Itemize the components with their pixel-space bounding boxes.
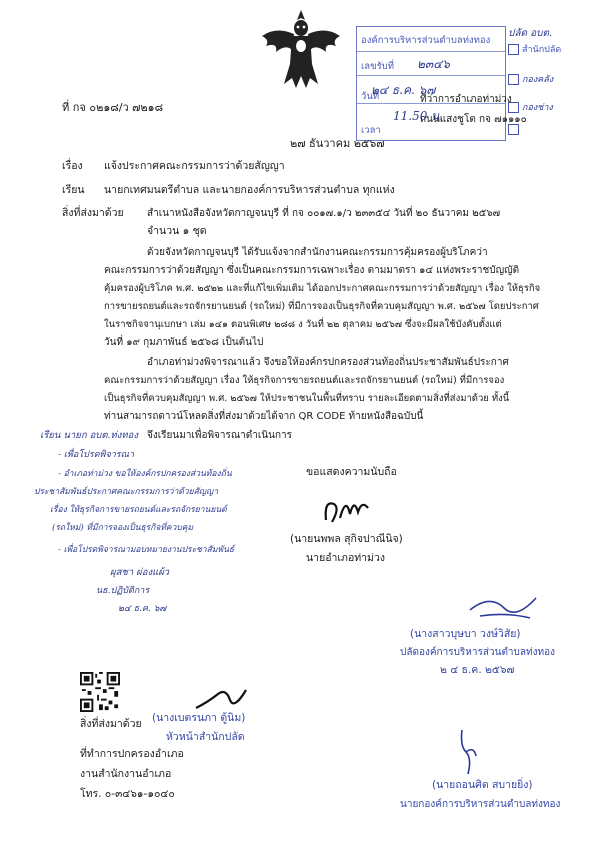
routing-item: สำนักปลัด (508, 42, 561, 56)
mayor-name: (นายถอนศิต สบายยิ่ง) (432, 779, 533, 791)
checkbox-icon (508, 102, 519, 113)
deputy-signature (460, 590, 550, 624)
regards-text: ขอแสดงความนับถือ (306, 466, 397, 478)
para2-line: คณะกรรมการว่าด้วยสัญญา เรื่อง ให้ธุรกิจการขายรถยนต์และรถจักรยานยนต์ (รถใหม่) ที่มีการจอง (104, 375, 505, 386)
note-line: - อำเภอท่าม่วง ขอให้องค์กรปกครองส่วนท้องถิ่น (58, 469, 232, 479)
para2-line: อำเภอท่าม่วงพิจารณาแล้ว จึงขอให้องค์กรปกครองส่วนท้องถิ่นประชาสัมพันธ์ประกาศ (147, 357, 509, 368)
routing-item: กองช่าง (508, 100, 553, 114)
receive-no-value: ๒๓๔๖ (417, 57, 450, 71)
signer-name: (นายนพพล สุกิจปาณีนิจ) (290, 533, 403, 545)
closing-line: จึงเรียนมาเพื่อพิจารณาดำเนินการ (147, 430, 293, 441)
mayor-signature (450, 726, 490, 778)
note-line: - เพื่อโปรดพิจารณา (58, 450, 135, 460)
qr-code[interactable] (80, 672, 120, 712)
footer-section: งานสำนักงานอำเภอ (80, 768, 172, 780)
routing-box (508, 26, 588, 139)
note-line: (รถใหม่) ที่มีการจองเป็นธุรกิจที่ควบคุม (52, 523, 194, 533)
checkbox-icon (508, 74, 519, 85)
district-chief-signature (320, 490, 380, 530)
to-label: เรียน (62, 184, 85, 196)
para1-line: ด้วยจังหวัดกาญจนบุรี ได้รับแจ้งจากสำนักงานคณะกรรมการคุ้มครองผู้บริโภคว่า (147, 247, 488, 258)
para1-line: การขายรถยนต์และรถจักรยานยนต์ (รถใหม่) ที่มีการจองเป็นธุรกิจที่ควบคุมสัญญา พ.ศ. ๒๕๖๗ โดยประกาศ (104, 301, 539, 312)
receive-date-label: วันที่ (361, 91, 380, 102)
receive-no-label: เลขรับที่ (361, 61, 394, 72)
checkbox-icon (508, 44, 519, 55)
footer-attachment-label: สิ่งที่ส่งมาด้วย (80, 718, 142, 730)
footer-office: ที่ทำการปกครองอำเภอ (80, 748, 184, 760)
clerk-date: ๒๔ ธ.ค. ๖๗ (118, 604, 167, 614)
para2-line: ท่านสามารถดาวน์โหลดสิ่งที่ส่งมาด้วยได้จาก QR CODE ท้ายหนังสือฉบับนี้ (104, 411, 424, 422)
note-line: - เพื่อโปรดพิจารณามอบหมายงานประชาสัมพันธ์ (58, 545, 235, 555)
chief-signature (190, 680, 260, 714)
chief-name: (นางเบตรนภา ตู้นิม) (152, 712, 246, 724)
chief-position: หัวหน้าสำนักปลัด (166, 731, 245, 743)
clerk-position: นธ.ปฏิบัติการ (96, 586, 150, 596)
deputy-date: ๒ ๔ ธ.ค. ๒๕๖๗ (440, 664, 515, 676)
deputy-name: (นางสาวบุษบา วงษ์วิสัย) (410, 628, 521, 640)
note-line: ประชาสัมพันธ์ประกาศคณะกรรมการว่าด้วยสัญญา (34, 487, 219, 497)
signer-position: นายอำเภอท่าม่วง (306, 552, 386, 564)
receive-date-value: ๒๔ ธ.ค. ๖๗ (371, 83, 436, 97)
para1-line: คณะกรรมการว่าด้วยสัญญา ซึ่งเป็นคณะกรรมการเฉพาะเรื่อง ตามมาตรา ๑๔ แห่งพระราชบัญญัติ (104, 265, 520, 276)
receive-time-value: 11.50 น. (393, 109, 444, 123)
attachment-line-1: สำเนาหนังสือจังหวัดกาญจนบุรี ที่ กจ ๐๐๑๗.๑/ว ๒๓๓๕๔ วันที่ ๒๐ ธันวาคม ๒๕๖๗ (147, 208, 501, 219)
clerk-signature: ผุสชา ผ่องแผ้ว (110, 567, 170, 578)
to-text: นายกเทศมนตรีตำบล และนายกองค์การบริหารส่วนตำบล ทุกแห่ง (104, 184, 395, 196)
routing-item: กองคลัง (508, 72, 553, 86)
garuda-emblem (256, 6, 346, 92)
para1-line: วันที่ ๑๙ กุมภาพันธ์ ๒๕๖๘ เป็นต้นไป (104, 337, 264, 348)
subject-label: เรื่อง (62, 160, 83, 172)
para2-line: เป็นธุรกิจที่ควบคุมสัญญา พ.ศ. ๒๕๖๗ ให้ประชาชนในพื้นที่ทราบ รายละเอียดตามสิ่งที่ส่งมาด้วย ทั้งนี้ (104, 393, 510, 404)
receive-time-label: เวลา (361, 125, 381, 136)
footer-phone: โทร. ๐-๓๔๖๑-๑๐๔๐ (80, 788, 175, 800)
para1-line: ในราชกิจจานุเบกษา เล่ม ๑๔๑ ตอนพิเศษ ๒๘๘ ง วันที่ ๒๒ ตุลาคม ๒๕๖๗ ซึ่งจะมีผลใช้บังคับตั้งแต่ (104, 319, 502, 330)
note-line: เรียน นายก อบต.ท่งทอง (40, 430, 139, 441)
deputy-position: ปลัดองค์การบริหารส่วนตำบลท่งทอง (400, 647, 555, 658)
subject-text: แจ้งประกาศคณะกรรมการว่าด้วยสัญญา (104, 160, 285, 172)
note-line: เรื่อง ให้ธุรกิจการขายรถยนต์และรถจักรยานยนต์ (50, 505, 227, 515)
district-office: ที่ว่าการอำเภอท่าม่วง (420, 94, 512, 105)
document-number: ที่ กจ ๐๒๑๘/ว ๗๒๑๘ (62, 101, 164, 114)
attachment-line-2: จำนวน ๑ ชุด (147, 225, 207, 237)
document-date: ๒๗ ธันวาคม ๒๕๖๗ (290, 137, 385, 150)
receive-stamp-org: องค์การบริหารส่วนตำบลท่งทอง (361, 35, 491, 46)
checkbox-icon (508, 124, 519, 135)
routing-item (508, 124, 522, 135)
routing-title: ปลัด อบต. (508, 28, 553, 39)
para1-line: คุ้มครองผู้บริโภค พ.ศ. ๒๕๒๒ และที่แก้ไขเพิ่มเติม ได้ออกประกาศคณะกรรมการว่าด้วยสัญญา เรื่อง ให้ธุรกิจ (104, 283, 541, 294)
district-road: ถนนแสงชูโต กจ ๗๑๑๑๐ (420, 114, 527, 125)
mayor-position: นายกองค์การบริหารส่วนตำบลท่งทอง (400, 799, 561, 810)
attachment-label: สิ่งที่ส่งมาด้วย (62, 207, 124, 219)
